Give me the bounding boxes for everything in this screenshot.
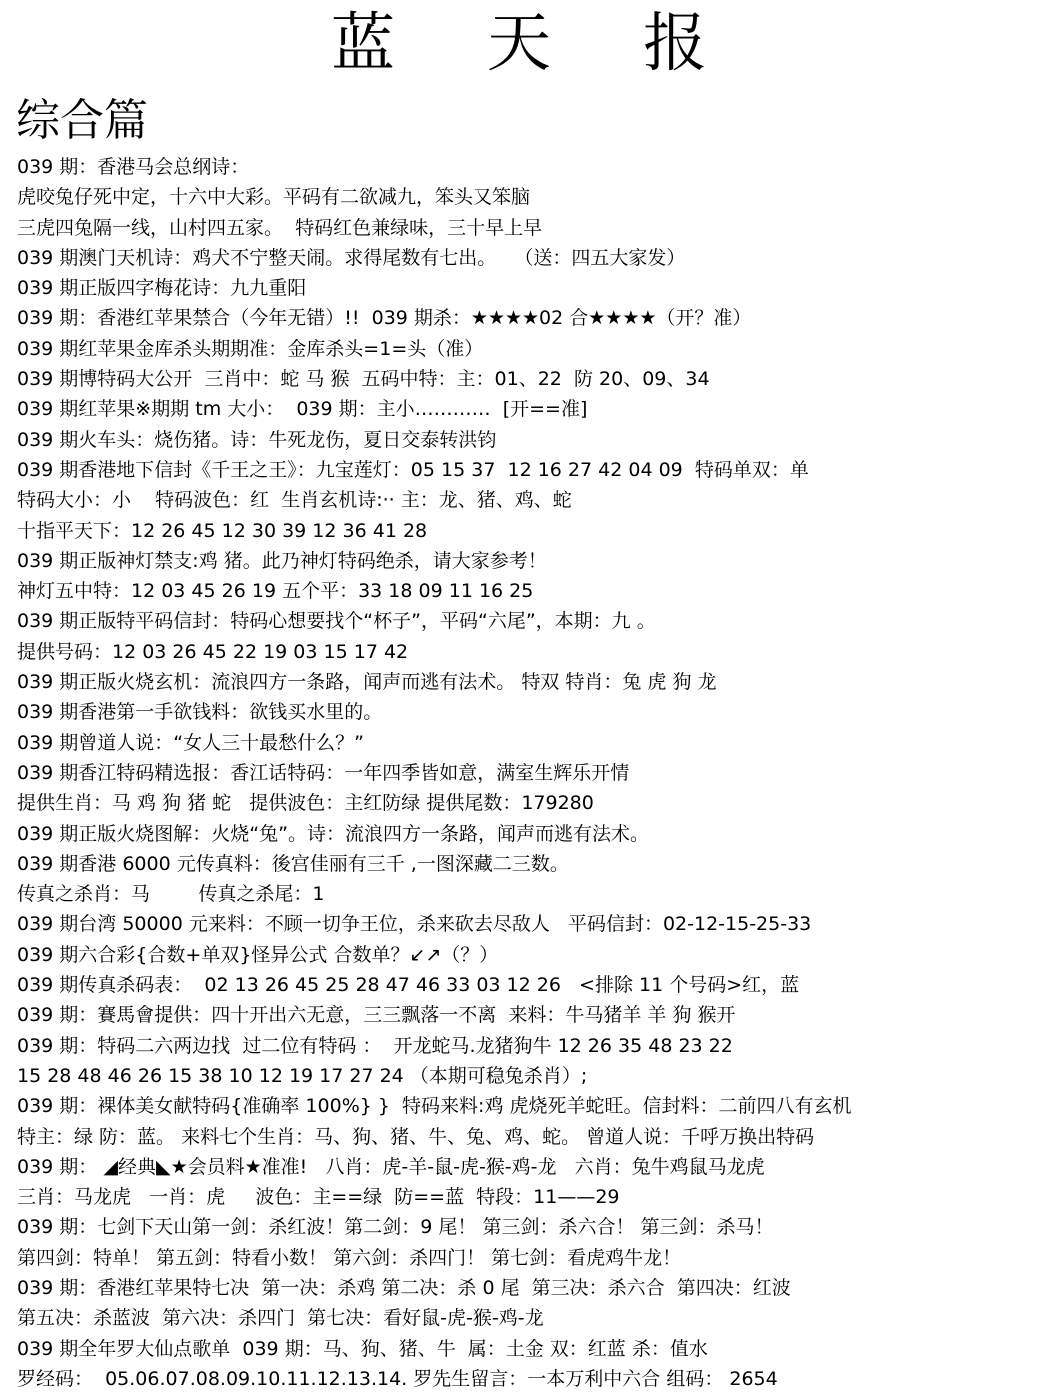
text-line: 039 期红苹果※期期 tm 大小： 039 期：主小………… [开==准] bbox=[17, 398, 588, 421]
section-title: 综合篇 bbox=[16, 95, 148, 146]
text-line: 提供号码：12 03 26 45 22 19 03 15 17 42 bbox=[17, 640, 409, 663]
text-line: 039 期：賽馬會提供：四十开出六无意，三三飘落一不离 来料：牛马猪羊 羊 狗 猴开 bbox=[17, 1004, 736, 1027]
text-line: 039 期全年罗大仙点歌单 039 期：马、狗、猪、牛 属：土金 双：红蓝 杀：值水 bbox=[17, 1337, 708, 1360]
text-line: 039 期正版火烧图解：火烧“兔”。诗：流浪四方一条路，闻声而逃有法术。 bbox=[17, 822, 649, 845]
text-line: 第四剑：特单！ 第五剑：特看小数！ 第六剑：杀四门！ 第七剑：看虎鸡牛龙！ bbox=[17, 1246, 682, 1269]
text-line: 第五决：杀蓝波 第六决：杀四门 第七决：看好鼠-虎-猴-鸡-龙 bbox=[17, 1307, 544, 1330]
text-line: 039 期澳门天机诗：鸡犬不宁整天闹。求得尾数有七出。 （送：四五大家发） bbox=[17, 246, 686, 269]
text-line: 039 期香港第一手欲钱料：欲钱买水里的。 bbox=[17, 701, 383, 724]
text-line: 神灯五中特：12 03 45 26 19 五个平：33 18 09 11 16 25 bbox=[17, 580, 534, 603]
text-line: 罗经码： 05.06.07.08.09.10.11.12.13.14. 罗先生留言：一本万利中六合 组码： 2654 bbox=[17, 1367, 778, 1390]
text-line: 039 期：香港红苹果特七决 第一决：杀鸡 第二决：杀 0 尾 第三决：杀六合 第四决：红波 bbox=[17, 1276, 791, 1299]
text-line: 039 期香港地下信封《千王之王》：九宝莲灯：05 15 37 12 16 27 42 04 09 特码单双：单 bbox=[17, 458, 809, 481]
content-lines bbox=[17, 152, 1032, 1394]
text-line: 039 期红苹果金库杀头期期准：金库杀头=1=头（准） bbox=[17, 337, 484, 360]
text-line: 特主：绿 防：蓝。 来料七个生肖：马、狗、猪、牛、兔、鸡、蛇。 曾道人说：千呼万换出特码 bbox=[17, 1125, 815, 1148]
text-line: 虎咬兔仔死中定，十六中大彩。平码有二欲减九，笨头又笨脑 bbox=[17, 186, 531, 209]
text-line: 039 期：七剑下天山第一剑：杀红波！第二剑：9 尾！ 第三剑：杀六合！ 第三剑：杀马！ bbox=[17, 1216, 774, 1239]
text-line: 三虎四兔隔一线，山村四五家。 特码红色兼绿味，三十早上早 bbox=[17, 216, 543, 239]
text-line: 提供生肖：马 鸡 狗 猪 蛇 提供波色：主红防绿 提供尾数：179280 bbox=[17, 792, 594, 815]
text-line: 039 期：特码二六两边找 过二位有特码 ： 开龙蛇马.龙猪狗牛 12 26 35 48 23 22 bbox=[17, 1034, 733, 1057]
text-line: 039 期：裸体美女献特码{准确率 100%} } 特码来料:鸡 虎烧死羊蛇旺。信封料：二前四八有玄机 bbox=[17, 1095, 852, 1118]
text-line: 039 期香港 6000 元传真料：後宫佳丽有三千 ,一图深藏二三数。 bbox=[17, 852, 569, 875]
text-line: 039 期正版神灯禁支:鸡 猪。此乃神灯特码绝杀，请大家参考！ bbox=[17, 549, 547, 572]
text-line: 039 期博特码大公开 三肖中：蛇 马 猴 五码中特：主：01、22 防 20、09、34 bbox=[17, 368, 710, 391]
text-line: 039 期香江特码精选报：香江话特码：一年四季皆如意，满室生辉乐开情 bbox=[17, 761, 630, 784]
text-line: 039 期：香港红苹果禁合（今年无错）!! 039 期杀：★★★★02 合★★★★（开？准） bbox=[17, 307, 752, 330]
text-line: 特码大小：小 特码波色：红 生肖玄机诗:·· 主：龙、猪、鸡、蛇 bbox=[17, 489, 572, 512]
text-line: 039 期曾道人说：“女人三十最愁什么？” bbox=[17, 731, 364, 754]
text-line: 039 期正版四字梅花诗：九九重阳 bbox=[17, 277, 307, 300]
text-line: 039 期正版火烧玄机：流浪四方一条路，闻声而逃有法术。 特双 特肖：兔 虎 狗 龙 bbox=[17, 671, 717, 694]
text-line: 039 期： ◢经典◣★会员料★准准! 八肖：虎-羊-鼠-虎-猴-鸡-龙 六肖：兔牛鸡鼠马龙虎 bbox=[17, 1155, 765, 1178]
text-line: 039 期台湾 50000 元来料：不顾一切争王位，杀来砍去尽敌人 平码信封：02-12-15-25-33 bbox=[17, 913, 812, 936]
text-line: 传真之杀肖：马 传真之杀尾：1 bbox=[17, 883, 325, 906]
text-line: 039 期正版特平码信封：特码心想要找个“杯子”，平码“六尾”，本期：九 。 bbox=[17, 610, 656, 633]
text-line: 十指平天下：12 26 45 12 30 39 12 36 41 28 bbox=[17, 519, 428, 542]
text-line: 039 期传真杀码表： 02 13 26 45 25 28 47 46 33 03 12 26 <排除 11 个号码>红，蓝 bbox=[17, 974, 800, 997]
newspaper-title: 蓝天报 bbox=[331, 7, 799, 81]
text-line: 039 期火车头：烧伤猪。诗：牛死龙伤，夏日交泰转洪钧 bbox=[17, 428, 497, 451]
text-line: 039 期六合彩{合数+单双}怪异公式 合数单？↙↗（？） bbox=[17, 943, 499, 966]
text-line: 15 28 48 46 26 15 38 10 12 19 17 27 24 （本期可稳兔杀肖）; bbox=[17, 1064, 588, 1087]
text-line: 三肖：马龙虎 一肖：虎 波色：主==绿 防==蓝 特段：11——29 bbox=[17, 1186, 620, 1209]
text-line: 039 期：香港马会总纲诗： bbox=[17, 156, 250, 178]
